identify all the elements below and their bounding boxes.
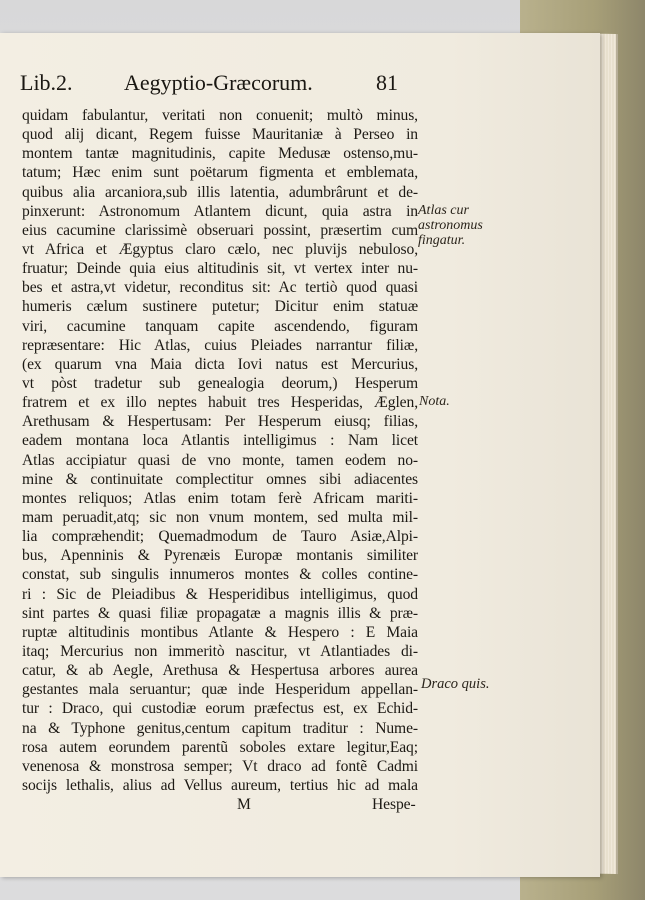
- text-line: quidam fabulantur, veritati non conuenit; multò minus,: [22, 107, 418, 124]
- text-line: rosa autem eorundem parentũ soboles extare legitur,Eaq;: [22, 738, 418, 756]
- catchword: Hespe-: [372, 796, 416, 814]
- text-line: Atlas accipiatur quasi de vno monte, tamen eodem no-: [22, 451, 418, 469]
- page-footer: [22, 795, 418, 814]
- text-line: mine & continuitate complectitur omnes sibi adiacentes: [22, 470, 418, 488]
- text-line: ri : Sic de Pleiadibus & Hesperidibus intelligimus, quod: [22, 585, 418, 603]
- text-line: constat, sub singulis innumeros montes & colles contine-: [22, 566, 418, 584]
- text-line: viri, cacumine tanquam capite ascendendo, figuram: [22, 317, 418, 335]
- marginal-note-draco: Draco quis.: [421, 676, 490, 692]
- text-line: tatum; Hæc enim sunt poëtarum figmenta et emblemata,: [22, 164, 418, 182]
- text-line: venenosa & monstrosa semper; Vt draco ad fontẽ Cadmi: [22, 757, 418, 775]
- text-line: quod alij dicant, Regem fuisse Mauritaniæ à Perseo in: [22, 126, 418, 144]
- marginal-note-line: astronomus: [418, 218, 483, 233]
- text-line: lia compræhendit; Quemadmodum de Tauro Asiæ,Alpi-: [22, 528, 418, 546]
- text-line: fruatur; Deinde quia eius altitudinis sit, vt vertex inter nu-: [22, 260, 418, 278]
- text-line: repræsentare: Hic Atlas, cuius Pleiades narrantur filiæ,: [22, 336, 418, 354]
- text-line: humeris cælum sustinere putetur; Dicitur enim statuæ: [22, 298, 418, 316]
- marginal-note-nota: Nota.: [419, 394, 450, 409]
- text-line: pinxerunt: Astronomum Atlantem dicunt, quia astra in: [22, 202, 418, 220]
- text-line: fratrem et ex illo neptes habuit tres Hesperidas, Æglen,: [22, 394, 418, 412]
- text-line: itaq; Mercurius non immeritò nascitur, vt Atlantiades di-: [22, 642, 418, 660]
- text-line: Arethusam & Hespertusam: Per Hesperum eiusq; filias,: [22, 413, 418, 431]
- text-line: sint partes & quasi filiæ propagatæ a magnis illis & præ-: [22, 604, 418, 622]
- text-line: tur : Draco, qui custodiæ eorum præfectus est, ex Echid-: [22, 700, 418, 718]
- marginal-note-atlas: [418, 203, 508, 248]
- text-line: vt pòst tradetur sub genealogia deorum,) Hesperum: [22, 374, 418, 392]
- text-line: gestantes mala seruantur; quæ inde Hesperidum appellan-: [22, 681, 418, 699]
- text-line: vt Africa et Ægyptus claro cælo, nec pluvijs nebuloso,: [22, 240, 418, 258]
- text-line: ruptæ altitudinis montibus Atlante & Hespero : E Maia: [22, 623, 418, 641]
- text-line: montem tantæ magnitudinis, capite Medusæ ostenso,mu-: [22, 145, 418, 163]
- text-line: montes reliquos; Atlas enim totam ferè Africam mariti-: [22, 489, 418, 507]
- text-line: quibus alia arcaniora,sub illis latentia, adumbrârunt et de-: [22, 183, 418, 201]
- book-number: Lib.2.: [20, 70, 73, 95]
- marginal-note-line: fingatur.: [418, 233, 466, 248]
- text-line: eadem montana loca Atlantis intelligimus : Nam licet: [22, 432, 418, 450]
- text-line: eius cacumine clarissimè obseruari possint, præsertim cum: [22, 221, 418, 239]
- text-line: bus, Apenninis & Pyrenæis Europæ montanis similiter: [22, 547, 418, 565]
- text-line: na & Typhone genitus,centum capitum traditur : Nume-: [22, 719, 418, 737]
- text-line: socijs lethalis, alius ad Vellus aureum, tertius hic ad mala: [22, 776, 418, 794]
- body-text: [22, 106, 418, 814]
- text-line: mam peruadit,atq; sic non vnum montem, sed multa mil-: [22, 508, 418, 526]
- text-line: bes et astra,vt videtur, reconditus sit: Ac tertiò quod quasi: [22, 279, 418, 297]
- running-title: Aegyptio-Græcorum.: [124, 70, 313, 95]
- marginal-note-line: Atlas cur: [418, 203, 469, 218]
- text-line: (ex quarum vna Maia dicta Iovi natus est Mercurius,: [22, 355, 418, 373]
- text-line: catur, & ab Aegle, Arethusa & Hespertusa arbores aurea: [22, 662, 418, 680]
- page-number: 81: [376, 70, 398, 95]
- signature-mark: M: [237, 796, 251, 814]
- running-head: [20, 70, 440, 98]
